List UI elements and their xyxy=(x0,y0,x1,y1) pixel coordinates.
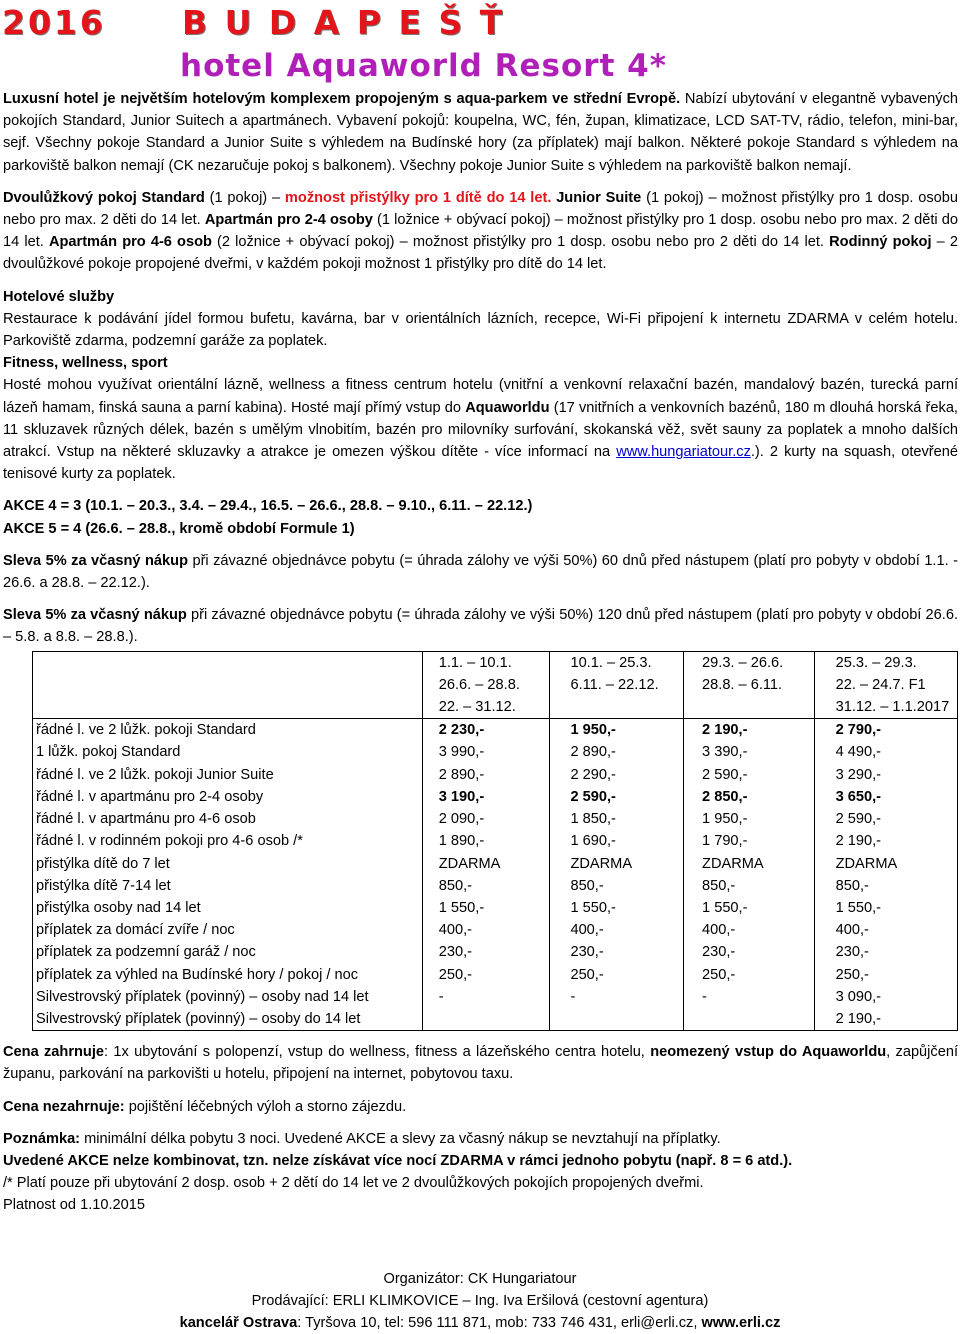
price-cell: - xyxy=(438,988,444,1005)
price-cell: 850,- xyxy=(702,877,736,894)
price-cell xyxy=(702,1008,810,1030)
price-cell: 2 890,- xyxy=(438,766,485,783)
price-row-label: řádné l. v rodinném pokoji pro 4-6 osob /* xyxy=(36,833,303,850)
price-cell: 2 290,- xyxy=(570,766,616,783)
price-cell: 400,- xyxy=(438,922,473,939)
period-1 xyxy=(422,651,550,719)
price-row-label: příplatek za domácí zvíře / noc xyxy=(36,922,235,939)
price-cell: 230,- xyxy=(835,944,869,961)
discount-120: Sleva 5% za včasný nákup při závazné objednávce pobytu (= úhrada zálohy ve výši 50%) 120 dnů před nástupem (platí pro pobyty v období 26.6. – 5.8. a 8.8. – 28.8.). xyxy=(3,607,958,646)
period-line: 26.6. – 28.8. xyxy=(438,676,520,693)
hotel-name: hotel Aquaworld Resort 4* xyxy=(180,48,667,84)
price-excludes: Cena nezahrnuje: pojištění léčebných výloh a storno zájezdu. xyxy=(3,1098,407,1115)
price-row-label: přistýlka dítě 7-14 let xyxy=(36,877,171,894)
price-cell: 3 650,- xyxy=(835,788,882,805)
period-4 xyxy=(814,651,957,719)
price-cell: 230,- xyxy=(570,944,604,961)
price-cell xyxy=(439,1008,546,1030)
validity: Platnost od 1.10.2015 xyxy=(3,1197,145,1214)
document-body xyxy=(3,88,958,1217)
price-cell: 2 090,- xyxy=(438,811,485,828)
price-cell xyxy=(570,1008,679,1030)
price-labels xyxy=(33,719,423,1031)
price-cell: 1 950,- xyxy=(570,722,616,739)
price-cell: 1 850,- xyxy=(570,811,616,828)
price-cell: 1 790,- xyxy=(702,833,748,850)
price-cell: ZDARMA xyxy=(438,855,501,872)
price-row-label: přistýlka osoby nad 14 let xyxy=(36,899,201,916)
price-row-label: přistýlka dítě do 7 let xyxy=(36,855,170,872)
price-cell: 3 390,- xyxy=(702,744,748,761)
price-row-label: řádné l. v apartmánu pro 2-4 osoby xyxy=(36,788,264,805)
price-cell: 230,- xyxy=(702,944,736,961)
note-line-2: Uvedené AKCE nelze kombinovat, tzn. nelze získávat více nocí ZDARMA v rámci jednoho pobytu (např. 8 = 6 atd.). xyxy=(3,1152,793,1169)
title-year: 2016 xyxy=(2,3,106,42)
period-3 xyxy=(684,651,815,719)
discount-60: Sleva 5% za včasný nákup při závazné objednávce pobytu (= úhrada zálohy ve výši 50%) 60 dnů před nástupem (platí pro pobyty v období 1.1. - 26.6. a 28.8. – 22.12.). xyxy=(3,552,958,592)
price-cell: - xyxy=(702,988,707,1005)
price-cell: - xyxy=(570,988,576,1005)
price-cell: 3 290,- xyxy=(835,766,882,783)
services-heading: Hotelové služby xyxy=(3,288,115,305)
price-cell: 2 590,- xyxy=(835,811,882,828)
header-empty xyxy=(33,651,423,719)
period-line: 6.11. – 22.12. xyxy=(570,676,659,693)
period-line: 1.1. – 10.1. xyxy=(438,654,512,671)
price-cell: 400,- xyxy=(702,922,736,939)
price-cell: 2 850,- xyxy=(702,788,748,805)
price-cell: ZDARMA xyxy=(835,855,898,872)
footer-office: kancelář Ostrava: Tyršova 10, tel: 596 111 871, mob: 733 746 431, erli@erli.cz, www.erli.cz xyxy=(179,1315,781,1331)
fitness-text: Hosté mohou využívat orientální lázně, wellness a fitness centrum hotelu (vnitřní a venkovní relaxační bazén, mandalový bazén, turecká parní lázeň hamam, finská sauna a parní kabina). Hosté mají přímý vstup do Aquaworldu (17 vnitřních a venkovních bazénů, 180 m dlouhá horská řeka, 11 skluzavek různých délek, bazén s umělým vlnobitím, bazén pro milovníky surfování, skokanská věž, svět sauny za poplatek a mnoho dalších atrakcí. Vstup na některé skluzavky a atrakce je omezen výškou dítěte - více informací na www.hungariatour.cz.). 2 kurty na squash, otevřené tenisové kurty za poplatek. xyxy=(3,377,958,483)
price-row-label: příplatek za podzemní garáž / noc xyxy=(36,944,256,961)
price-cell: 850,- xyxy=(570,877,604,894)
price-table xyxy=(32,651,958,1031)
price-cell: 2 890,- xyxy=(570,744,616,761)
price-row-label: řádné l. ve 2 lůžk. pokoji Standard xyxy=(36,722,256,739)
price-table-header xyxy=(33,651,958,719)
price-cell: 2 190,- xyxy=(835,833,882,850)
price-row-label: řádné l. v apartmánu pro 4-6 osob xyxy=(36,811,256,828)
price-cell: 1 550,- xyxy=(570,899,616,916)
price-cell: 250,- xyxy=(570,966,604,983)
price-cell: 1 550,- xyxy=(438,899,485,916)
price-cell: 1 950,- xyxy=(702,811,748,828)
price-includes: Cena zahrnuje: 1x ubytování s polopenzí, vstup do wellness, fitness a lázeňského centra hotelu, neomezený vstup do Aquaworldu, zapůjčení županu, parkování na parkovišti u hotelu, připojení na internet, pobytovou taxu. xyxy=(3,1044,959,1083)
price-cell: 1 550,- xyxy=(702,899,748,916)
price-cell: 3 190,- xyxy=(438,788,485,805)
period-line: 31.12. – 1.1.2017 xyxy=(835,699,950,716)
price-cell: 1 550,- xyxy=(835,899,882,916)
period-line: 25.3. – 29.3. xyxy=(835,654,917,671)
footer-organizer: Organizátor: CK Hungariatour xyxy=(383,1271,577,1287)
period-line: 29.3. – 26.6. xyxy=(702,654,784,671)
price-row-label: příplatek za výhled na Budínské hory / pokoj / noc xyxy=(36,966,359,983)
price-row-label: Silvestrovský příplatek (povinný) – osoby do 14 let xyxy=(36,1010,361,1027)
price-row-label: Silvestrovský příplatek (povinný) – osoby nad 14 let xyxy=(36,988,369,1005)
price-cell: 1 690,- xyxy=(570,833,616,850)
price-cell: 4 490,- xyxy=(835,744,882,761)
price-col-4 xyxy=(814,719,957,1031)
price-cell: 1 890,- xyxy=(438,833,485,850)
note-line-1: Poznámka: minimální délka pobytu 3 noci. Uvedené AKCE a slevy za včasný nákup se nevztahují na příplatky. xyxy=(3,1130,721,1147)
akce-line-1: AKCE 4 = 3 (10.1. – 20.3., 3.4. – 29.4., 16.5. – 26.6., 28.8. – 9.10., 6.11. – 22.12.) xyxy=(3,498,533,515)
period-2 xyxy=(550,651,684,719)
price-cell: 230,- xyxy=(438,944,473,961)
price-col-1 xyxy=(422,719,550,1031)
price-col-2 xyxy=(550,719,684,1031)
price-cell: 250,- xyxy=(438,966,473,983)
period-line: 28.8. – 6.11. xyxy=(702,676,783,693)
intro-paragraph: Luxusní hotel je největším hotelovým komplexem propojeným s aqua-parkem ve střední Evropě. Nabízí ubytování v elegantně vybavených pokojích Standard, Junior Suitech a apartmánech. Vybavení pokojů: koupelna, WC, fén, župan, klimatizace, LCD SAT-TV, rádio, telefon, mini-bar, sejf. Všechny pokoje Standard a Junior Suite s výhledem na Budínské hory (za příplatek) mají balkon. Některé pokoje Standard s výhledem na parkoviště balkon nemají (CK nezaručuje pokoj s balkonem). Všechny pokoje Junior Suite s výhledem na parkoviště balkon nemají. xyxy=(3,91,958,174)
erli-web-link[interactable]: www.erli.cz xyxy=(701,1315,781,1331)
price-cell: 2 590,- xyxy=(570,788,616,805)
price-cell: 250,- xyxy=(702,966,736,983)
price-cell: 2 790,- xyxy=(835,722,882,739)
price-cell: 2 590,- xyxy=(702,766,748,783)
period-line: 22. – 24.7. F1 xyxy=(835,676,926,693)
title-line xyxy=(2,4,505,42)
hungariatour-link[interactable]: www.hungariatour.cz xyxy=(616,444,751,461)
price-cell: 3 990,- xyxy=(438,744,485,761)
price-cell: ZDARMA xyxy=(570,855,633,872)
period-line: 22. – 31.12. xyxy=(438,699,516,716)
price-cell: 850,- xyxy=(438,877,473,894)
footer-seller: Prodávající: ERLI KLIMKOVICE – Ing. Iva Eršilová (cestovní agentura) xyxy=(251,1293,709,1309)
price-cell: 400,- xyxy=(570,922,604,939)
fitness-heading: Fitness, wellness, sport xyxy=(3,355,168,372)
price-cell: 850,- xyxy=(835,877,869,894)
price-cell: 3 090,- xyxy=(835,988,882,1005)
akce-line-2: AKCE 5 = 4 (26.6. – 28.8., kromě období Formule 1) xyxy=(3,520,355,537)
price-cell: ZDARMA xyxy=(702,855,764,872)
price-cell: 2 190,- xyxy=(702,722,748,739)
price-row-label: 1 lůžk. pokoj Standard xyxy=(36,744,181,761)
title-city: B U D A P E Š Ť xyxy=(182,3,506,42)
price-cell: 250,- xyxy=(835,966,869,983)
price-row-label: řádné l. ve 2 lůžk. pokoji Junior Suite xyxy=(36,766,274,783)
price-cell: 400,- xyxy=(835,922,869,939)
services-text: Restaurace k podávání jídel formou bufetu, kavárna, bar v orientálních lázních, recepce, Wi-Fi připojení k internetu ZDARMA v celém hotelu. Parkoviště zdarma, podzemní garáže za poplatek. xyxy=(3,310,958,350)
rooms-paragraph: Dvoulůžkový pokoj Standard (1 pokoj) – možnost přistýlky pro 1 dítě do 14 let. Junior Suite (1 pokoj) – možnost přistýlky pro 1 dosp. osobu nebo pro max. 2 děti do 14 let. Apartmán pro 2-4 osoby (1 ložnice + obývací pokoj) – možnost přistýlky pro 1 dosp. osobu nebo pro max. 2 děti do 14 let. Apartmán pro 4-6 osob (2 ložnice + obývací pokoj) – možnost přistýlky pro 1 dosp. osobu nebo pro 2 děti do 14 let. Rodinný pokoj – 2 dvoulůžkové pokoje propojené dveřmi, v každém pokoji možnost 1 přistýlky pro dítě do 14 let. xyxy=(3,189,959,273)
price-cell: 2 230,- xyxy=(438,722,485,739)
price-col-3 xyxy=(684,719,815,1031)
price-cell: 2 190,- xyxy=(835,1010,882,1027)
period-line: 10.1. – 25.3. xyxy=(570,654,652,671)
footer xyxy=(0,1268,960,1334)
price-table-body xyxy=(33,719,958,1031)
note-line-3: /* Platí pouze při ubytování 2 dosp. osob + 2 dětí do 14 let ve 2 dvoulůžkových pokojích propojených dveřmi. xyxy=(3,1175,704,1192)
